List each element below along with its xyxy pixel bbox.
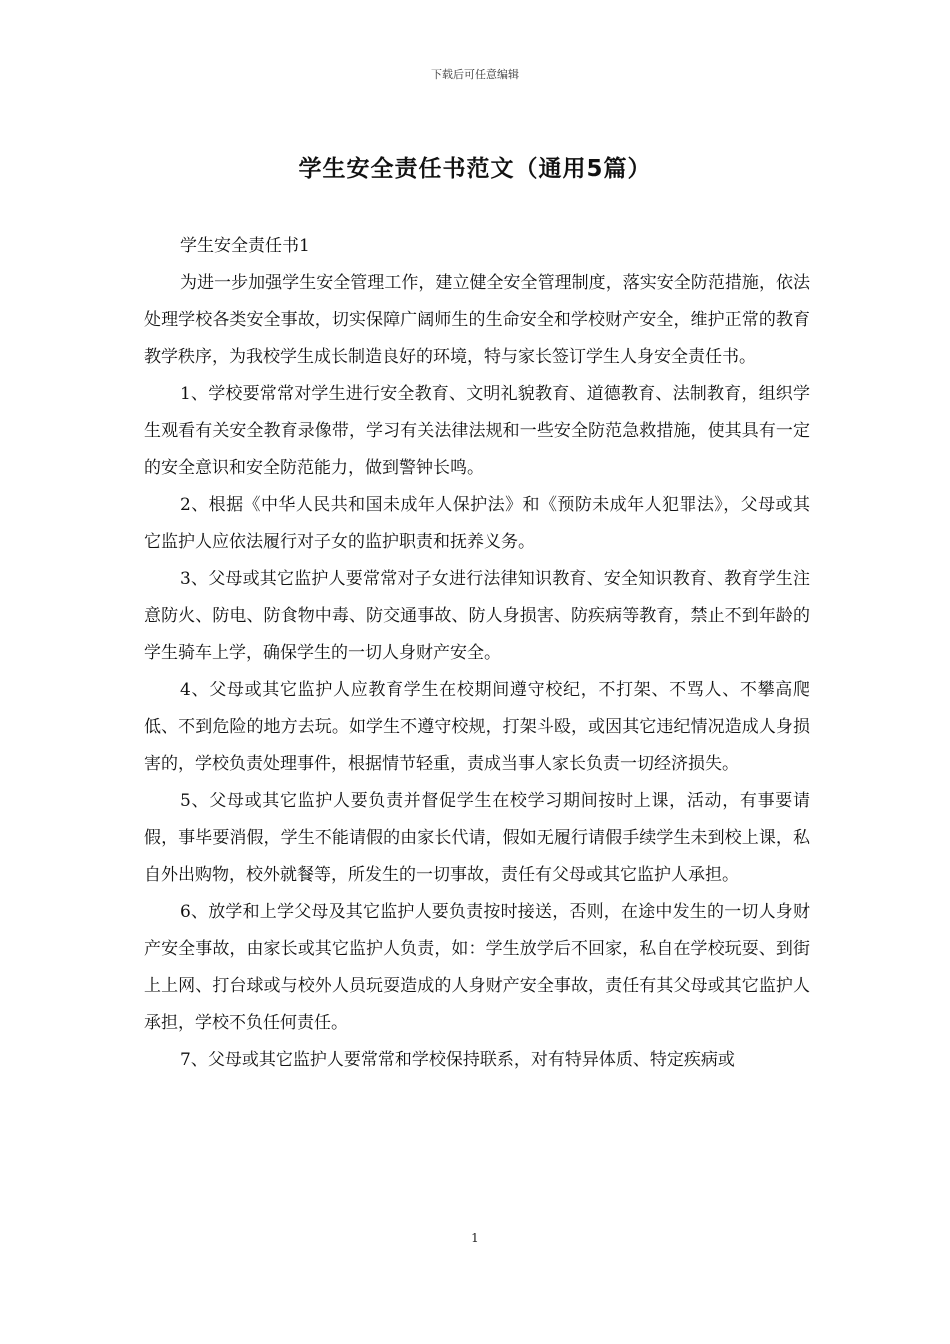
- paragraph-item-7: 7、父母或其它监护人要常常和学校保持联系，对有特异体质、特定疾病或: [180, 1050, 735, 1070]
- section-heading: 学生安全责任书1: [180, 236, 310, 256]
- paragraph-item-6: 6、放学和上学父母及其它监护人要负责按时接送，否则，在途中发生的一切人身财产安全事故，由家长或其它监护人负责，如：学生放学后不回家，私自在学校玩耍、到街上上网、打台球或与校外人员玩耍造成的人身财产安全事故，责任有其父母或其它监护人承担，学校不负任何责任。: [144, 902, 810, 1033]
- paragraph-item-3: 3、父母或其它监护人要常常对子女进行法律知识教育、安全知识教育、教育学生注意防火、防电、防食物中毒、防交通事故、防人身损害、防疾病等教育，禁止不到年龄的学生骑车上学，确保学生的一切人身财产安全。: [144, 569, 810, 663]
- paragraph-item-4: 4、父母或其它监护人应教育学生在校期间遵守校纪，不打架、不骂人、不攀高爬低、不到危险的地方去玩。如学生不遵守校规，打架斗殴，或因其它违纪情况造成人身损害的，学校负责处理事件，根据情节轻重，责成当事人家长负责一切经济损失。: [144, 680, 810, 774]
- document-title: 学生安全责任书范文（通用5篇）: [298, 156, 652, 182]
- document-body: [144, 228, 810, 1079]
- page-number: 1: [471, 1231, 479, 1245]
- paragraph-item-2: 2、根据《中华人民共和国未成年人保护法》和《预防未成年人犯罪法》，父母或其它监护人应依法履行对子女的监护职责和抚养义务。: [144, 495, 810, 552]
- paragraph-intro: 为进一步加强学生安全管理工作，建立健全安全管理制度，落实安全防范措施，依法处理学校各类安全事故，切实保障广阔师生的生命安全和学校财产安全，维护正常的教育教学秩序，为我校学生成长制造良好的环境，特与家长签订学生人身安全责任书。: [144, 273, 810, 367]
- paragraph-item-1: 1、学校要常常对学生进行安全教育、文明礼貌教育、道德教育、法制教育，组织学生观看有关安全教育录像带，学习有关法律法规和一些安全防范急救措施，使其具有一定的安全意识和安全防范能力，做到警钟长鸣。: [144, 384, 810, 478]
- header-note: 下载后可任意编辑: [431, 68, 519, 81]
- paragraph-item-5: 5、父母或其它监护人要负责并督促学生在校学习期间按时上课，活动，有事要请假，事毕要消假，学生不能请假的由家长代请，假如无履行请假手续学生未到校上课，私自外出购物，校外就餐等，所发生的一切事故，责任有父母或其它监护人承担。: [144, 791, 810, 885]
